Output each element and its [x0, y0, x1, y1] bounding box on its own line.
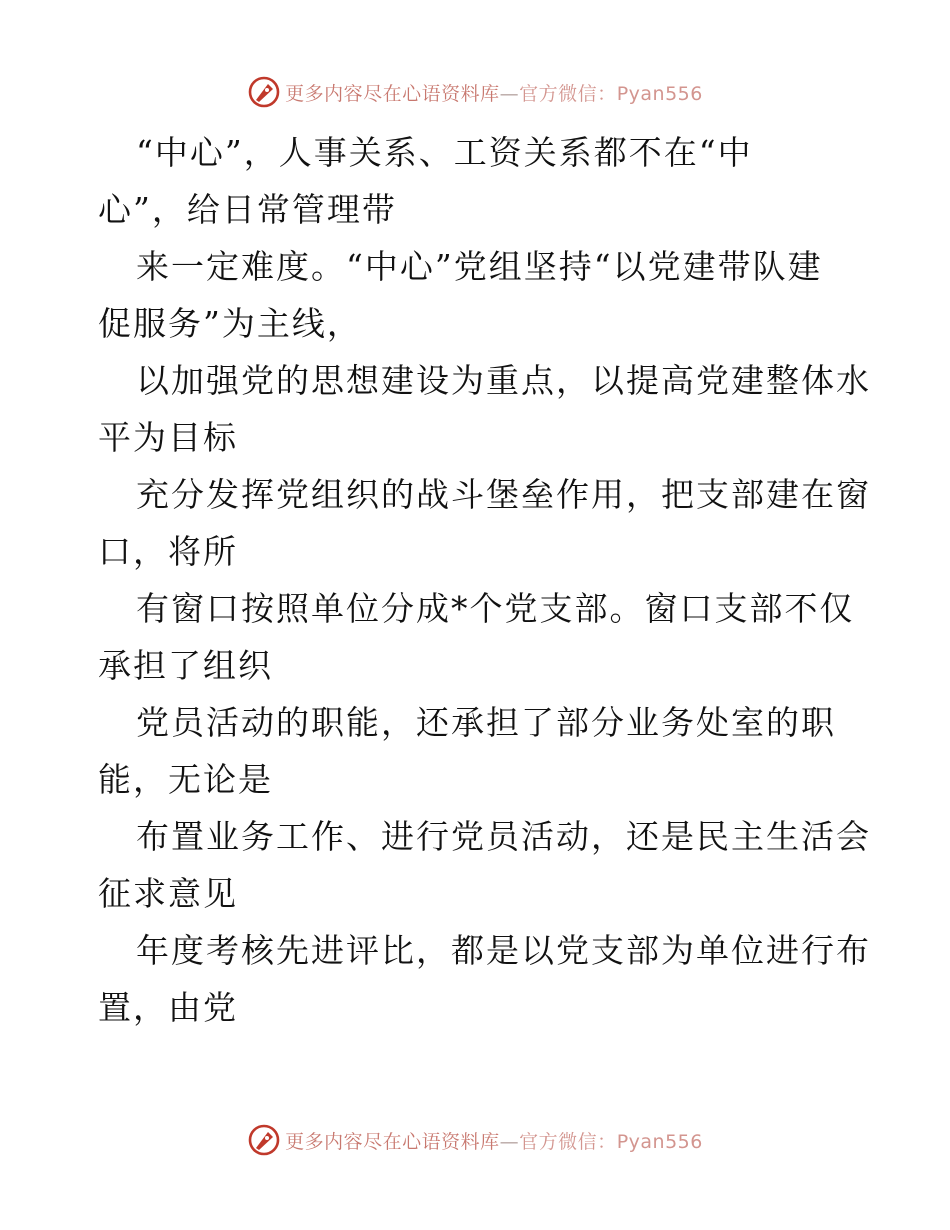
body-line: 置，由党: [98, 988, 238, 1027]
pen-nib-logo-icon: [247, 1123, 281, 1157]
pen-nib-logo-icon: [247, 75, 281, 109]
body-line: 口，将所: [98, 532, 238, 571]
footer-wechat-label: 官方微信：: [519, 1130, 617, 1153]
footer-brand: 更多内容尽在心语资料库: [285, 1130, 500, 1153]
header-brand: 更多内容尽在心语资料库: [285, 82, 500, 105]
header-wechat-label: 官方微信：: [519, 82, 617, 105]
header-wechat-id: Pyan556: [616, 82, 703, 105]
body-line: 能，无论是: [98, 760, 273, 799]
header-separator: —: [499, 82, 520, 105]
header-brand-text: [285, 79, 703, 106]
document-body: [98, 124, 871, 1036]
header-banner: [0, 72, 950, 112]
footer-wechat-id: Pyan556: [616, 1130, 703, 1153]
body-line: 布置业务工作、进行党员活动，还是民主生活会: [136, 817, 871, 856]
body-line: “中心”，人事关系、工资关系都不在“中: [136, 133, 753, 172]
body-line: 征求意见: [98, 874, 238, 913]
body-line: 有窗口按照单位分成*个党支部。窗口支部不仅: [136, 589, 855, 628]
footer-banner: [0, 1120, 950, 1160]
body-line: 年度考核先进评比，都是以党支部为单位进行布: [136, 931, 871, 970]
footer-separator: —: [499, 1130, 520, 1153]
body-line: 心”，给日常管理带: [98, 190, 397, 229]
body-line: 党员活动的职能，还承担了部分业务处室的职: [136, 703, 836, 742]
body-line: 承担了组织: [98, 646, 273, 685]
body-line: 充分发挥党组织的战斗堡垒作用，把支部建在窗: [136, 475, 871, 514]
body-line: 平为目标: [98, 418, 238, 457]
body-line: 来一定难度。“中心”党组坚持“以党建带队建: [136, 247, 823, 286]
body-line: 促服务”为主线，: [98, 304, 362, 343]
body-line: 以加强党的思想建设为重点，以提高党建整体水: [136, 361, 871, 400]
footer-brand-text: [285, 1127, 703, 1154]
